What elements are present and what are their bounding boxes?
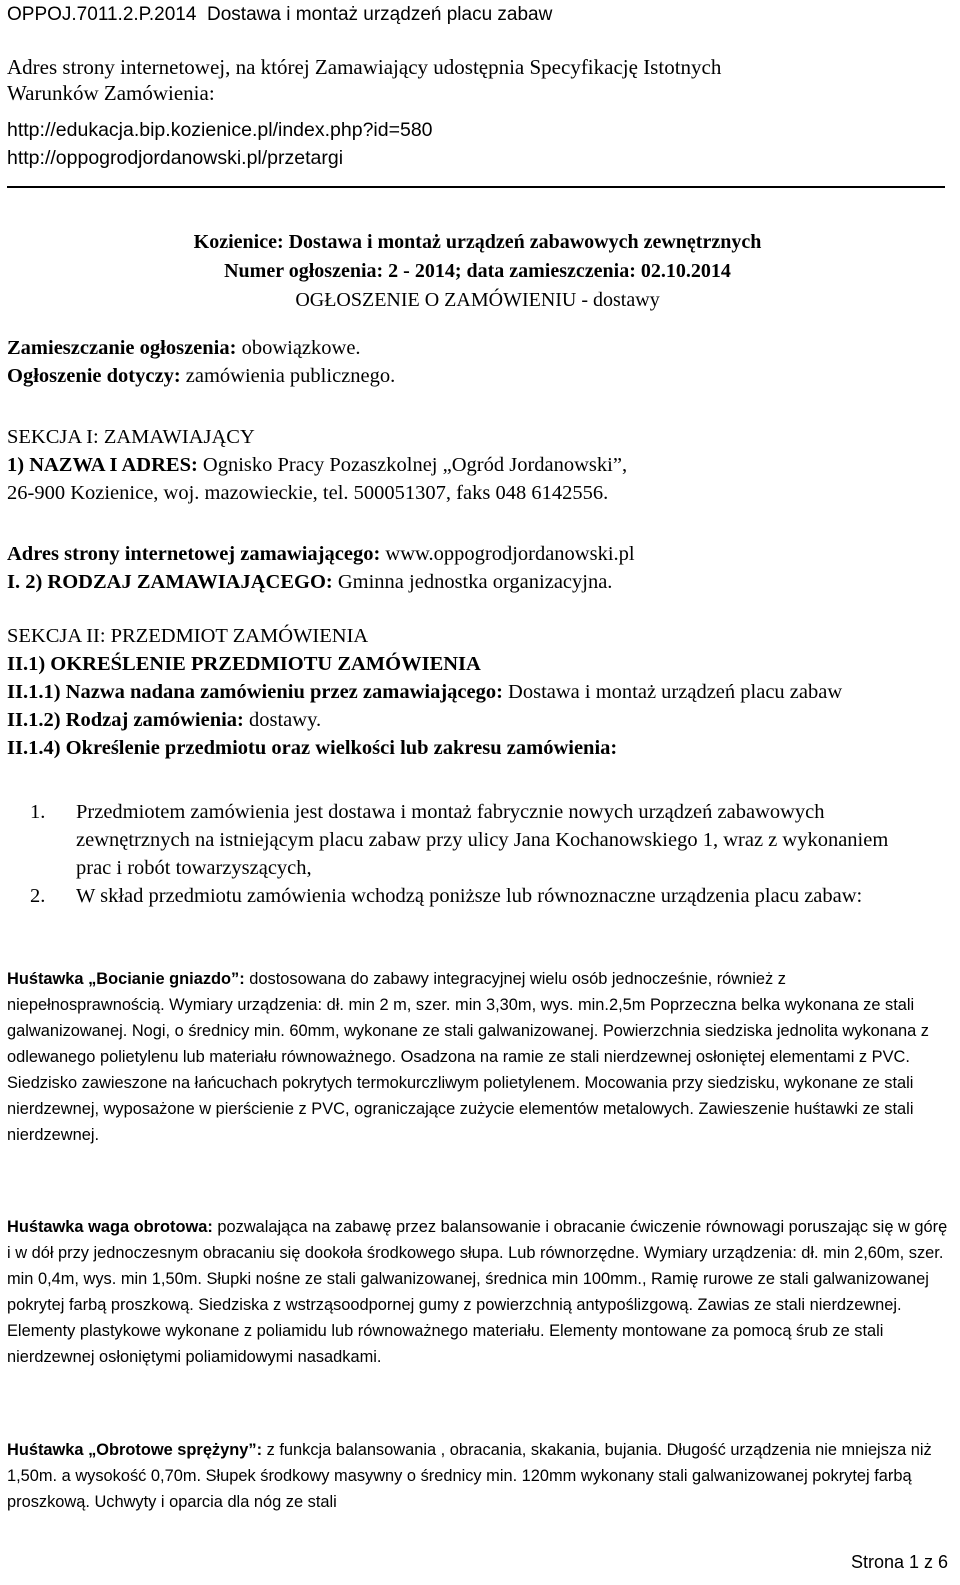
siwz-address-line-1: Adres strony internetowej, na której Zamawiający udostępnia Specyfikację Istotnych <box>7 55 722 79</box>
device-text: z funkcja balansowania , obracania, skakania, bujania. Długość urządzenia nie mniejsza niż 1,50m. a wysokość 0,70m. Słupek środkowy masywny o średnicy min. 120mm wykonany stali galwanizowanej pokrytej farbą proszkową. Uchwyty i oparcia dla nóg ze stali <box>7 1441 932 1511</box>
device-name: Huśtawka „Bocianie gniazdo”: <box>7 970 245 988</box>
device-name: Huśtawka waga obrotowa: <box>7 1218 213 1236</box>
type-line <box>7 568 948 596</box>
list-item-number: 1. <box>30 801 46 823</box>
concerns-value: zamówienia publicznego. <box>185 365 396 387</box>
order-items-list <box>30 798 920 910</box>
siwz-address-line-2: Warunków Zamówienia: <box>7 81 215 105</box>
horizontal-divider <box>7 186 945 188</box>
www-link[interactable]: www.oppogrodjordanowski.pl <box>385 543 635 565</box>
section-2 <box>7 622 948 762</box>
notice-title-block <box>7 228 948 315</box>
list-item <box>30 882 920 910</box>
placement-label: Zamieszczanie ogłoszenia: <box>7 337 237 359</box>
page-number: Strona 1 z 6 <box>850 1552 948 1572</box>
device-text: pozwalająca na zabawę przez balansowanie i obracanie ćwiczenie równowagi poruszając się w górę i w dół przy jednoczesnym obracaniu się dookoła środkowego słupa. Lub równorzędne. Wymiary urządzenia: dł. min 2,60m, szer. min 0,4m, wys. min 1,50m. Słupki nośne ze stali galwanizowanej, średnica min 100mm., Ramię rurowe ze stali galwanizowanej pokrytej farbą proszkową. Siedziska z wstrząsoodpornej gumy z powierzchnią antypoślizgową. Zawias ze stali nierdzewnej. Elementy plastykowe wykonane z poliamidu lub równoważnego materiału. Elementy montowane za pomocą śrub ze stali nierdzewnej osłoniętymi poliamidowymi nasadkami. <box>7 1218 948 1366</box>
order-name-label: II.1.1) Nazwa nadana zamówieniu przez zamawiającego: <box>7 681 503 703</box>
device-description <box>7 1437 948 1515</box>
device-description <box>7 966 948 1148</box>
list-item-text: Przedmiotem zamówienia jest dostawa i montaż fabrycznie nowych urządzeń zabawowych zewnętrznych na istniejącym placu zabaw przy ulicy Jana Kochanowskiego 1, wraz z wykonaniem prac i robót towarzyszących, <box>76 801 889 879</box>
type-value: Gminna jednostka organizacyjna. <box>337 571 613 593</box>
name-label: 1) NAZWA I ADRES: <box>7 454 198 476</box>
device-description <box>7 1214 948 1370</box>
url-link-1[interactable]: http://edukacja.bip.kozienice.pl/index.php?id=580 <box>7 119 433 141</box>
list-item-number: 2. <box>30 885 46 907</box>
name-line <box>7 451 948 479</box>
order-name-value: Dostawa i montaż urządzeń placu zabaw <box>508 681 843 703</box>
name-value: Ognisko Pracy Pozaszkolnej „Ogród Jordanowski”, <box>202 454 628 476</box>
www-label: Adres strony internetowej zamawiającego: <box>7 543 381 565</box>
url-link-2[interactable]: http://oppogrodjordanowski.pl/przetargi <box>7 147 344 169</box>
device-name: Huśtawka „Obrotowe sprężyny”: <box>7 1441 263 1459</box>
header-title: Dostawa i montaż urządzeń placu zabaw <box>207 4 553 25</box>
placement-line <box>7 334 948 362</box>
header-reference: OPPOJ.7011.2.P.2014 <box>7 4 197 25</box>
address-line: 26-900 Kozienice, woj. mazowieckie, tel. 500051307, faks 048 6142556. <box>7 482 609 504</box>
list-item-text: W skład przedmiotu zamówienia wchodzą poniższe lub równoznaczne urządzenia placu zabaw: <box>76 885 863 907</box>
order-kind-value: dostawy. <box>249 709 322 731</box>
www-line <box>7 540 948 568</box>
order-name-line <box>7 678 948 706</box>
device-text: dostosowana do zabawy integracyjnej wielu osób jednocześnie, również z niepełnosprawnością. Wymiary urządzenia: dł. min 2 m, szer. min 3,30m, wys. min.2,5m Poprzeczna belka wykonana ze stali galwanizowanej. Nogi, o średnicy min. 60mm, wykonane ze stali galwanizowanej. Powierzchnia siedziska jednolita wykonana z odlewanego polietylenu lub materiału równoważnego. Osadzona na ramie ze stali nierdzewnej osłoniętej elementami z PVC. Siedzisko zawieszone na łańcuchach pokrytych termokurczliwym polietylenem. Mocowania przy siedzisku, wykonane ze stali nierdzewnej, wyposażone w pierścienie z PVC, ograniczające zużycie elementów metalowych. Zawieszenie huśtawki ze stali nierdzewnej. <box>7 970 929 1144</box>
section-2-subheading: II.1) OKREŚLENIE PRZEDMIOTU ZAMÓWIENIA <box>7 653 481 675</box>
type-label: I. 2) RODZAJ ZAMAWIAJĄCEGO: <box>7 571 333 593</box>
section-1 <box>7 423 948 507</box>
url-list <box>7 116 948 172</box>
concerns-label: Ogłoszenie dotyczy: <box>7 365 181 387</box>
list-item <box>30 798 920 882</box>
siwz-address-text <box>7 54 948 106</box>
order-kind-label: II.1.2) Rodzaj zamówienia: <box>7 709 244 731</box>
document-header <box>7 2 948 28</box>
placement-value: obowiązkowe. <box>241 337 361 359</box>
notice-number: Numer ogłoszenia: 2 - 2014; data zamieszczenia: 02.10.2014 <box>224 260 731 282</box>
notice-title: Kozienice: Dostawa i montaż urządzeń zabawowych zewnętrznych <box>193 231 762 253</box>
section-1-heading: SEKCJA I: ZAMAWIAJĄCY <box>7 426 255 448</box>
section-1-extra <box>7 540 948 596</box>
section-2-heading: SEKCJA II: PRZEDMIOT ZAMÓWIENIA <box>7 625 369 647</box>
notice-type: OGŁOSZENIE O ZAMÓWIENIU - dostawy <box>295 289 660 311</box>
notice-meta <box>7 334 948 390</box>
concerns-line <box>7 362 948 390</box>
order-description-label: II.1.4) Określenie przedmiotu oraz wielkości lub zakresu zamówienia: <box>7 737 618 759</box>
order-kind-line <box>7 706 948 734</box>
